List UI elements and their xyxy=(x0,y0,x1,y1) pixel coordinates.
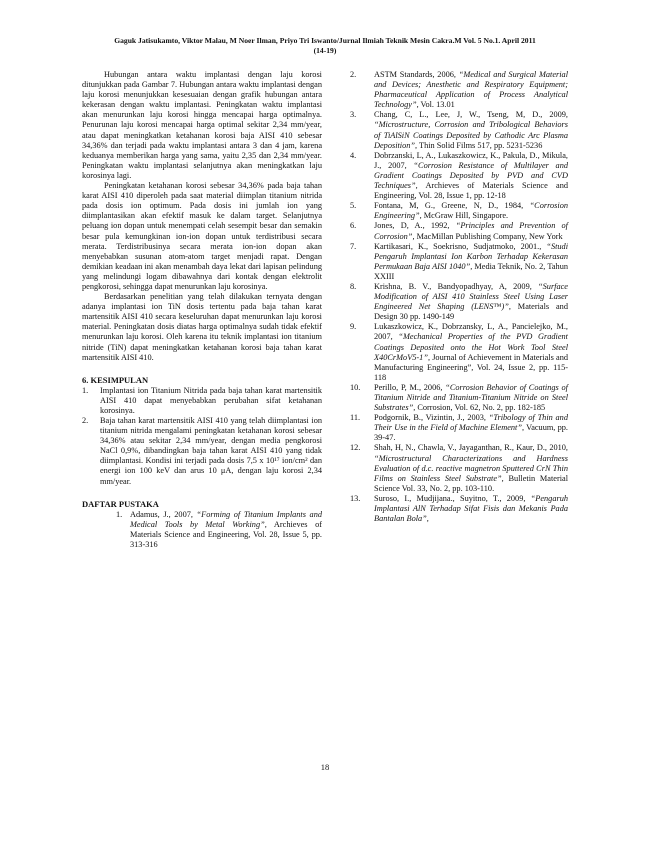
body-paragraph: Berdasarkan penelitian yang telah dilakukan ternyata dengan adanya implantasi ion TiN dosis tertentu pada baja tahan karat martensitik AISI 410 secara keseluruhan dapat menurunkan laju korosi material. Peningkatan dosis diatas harga optimalnya sudah tidak efektif menurunkan laju korosi. Oleh karena itu teknik implantasi ion titanium nitride (TiN) dapat meningkatkan ketahanan korosi baja tahan karat martensitik AISI 410. xyxy=(82,292,322,362)
reference-source: , Journal of Achievement in Materials and Manufacturing Engineering”, Vol. 24, Issue 2, pp. 115-118 xyxy=(374,352,568,382)
reference-source: , Thin Solid Films 517, pp. 5231-5236 xyxy=(415,140,543,150)
reference-number: 2. xyxy=(350,70,357,79)
reference-item xyxy=(346,201,568,221)
reference-number: 9. xyxy=(350,322,357,332)
list-number: 2. xyxy=(82,416,89,425)
reference-title: “Corrosion Resistance of Multilayer and Gradient Coatings Deposited by PVD and CVD Techniques” xyxy=(374,160,568,191)
reference-authors: Kartikasari, K., Soekrisno, Sudjatmoko, 2001., xyxy=(374,241,547,251)
reference-source: , Archieves of Materials Science and Engineering, Vol. 28, Issue 5, pp. 313-316 xyxy=(130,519,322,549)
reference-item xyxy=(346,282,568,322)
list-number: 1. xyxy=(82,385,89,395)
reference-source: , Bulletin Material Science Vol. 33, No. 2, pp. 103-110. xyxy=(374,473,569,493)
reference-title: “Forming of Titanium Implants and Medical Tools by Metal Working” xyxy=(130,509,322,529)
section-title-pustaka: DAFTAR PUSTAKA xyxy=(82,498,159,509)
reference-authors: Perillo, P, M., 2006, xyxy=(374,382,446,392)
reference-number: 10. xyxy=(350,382,361,392)
page-number: 18 xyxy=(320,762,330,772)
reference-number: 12. xyxy=(350,443,361,453)
reference-authors: Jones, D, A., 1992, xyxy=(374,221,456,231)
reference-authors: Adamus, J., 2007, xyxy=(130,509,197,519)
left-column xyxy=(82,70,322,550)
reference-number: 3. xyxy=(350,110,357,120)
reference-title: “Mechanical Properties of the PVD Gradient Coatings Deposited onto the Hot Work Tool Steel X40CrMoV5-1” xyxy=(374,332,568,362)
list-text: Baja tahan karat martensitik AISI 410 yang telah diimplantasi ion titanium nitrida mengalami peningkatan ketahanan korosi sebesar 34,36% atau sekitar 2,34 mm/year, dengan media pengkorosi NaCl 0,9%, dibandingkan baja tahan karat AISI 410 yang tidak diimplantasi. Kondisi ini terjadi pada dosis 7,5 x 10¹⁷ ion/cm² dan energi ion 100 keV dan arus 10 μA, dengan laju korosi 2,34 mm/year. xyxy=(100,416,322,486)
reference-item xyxy=(346,110,568,150)
reference-authors: Suroso, I., Mudjijana., Suyitno, T., 2009, xyxy=(374,493,531,503)
reference-authors: Chang, C, L., Lee, J, W., Tseng, M, D., 2009, xyxy=(374,110,568,120)
reference-source: , Archieves of Materials Science and Engineering, Vol. 28, Issue 1, pp. 12-18 xyxy=(374,181,568,201)
header-pages: (14-19) xyxy=(313,46,337,55)
reference-source: , Vol. 13.01 xyxy=(416,100,455,110)
reference-item xyxy=(346,70,568,110)
reference-number: 7. xyxy=(350,241,357,251)
reference-source: , Materials and Design 30 pp. 1490-149 xyxy=(374,302,568,322)
reference-item xyxy=(346,494,568,524)
reference-item xyxy=(346,443,568,493)
reference-item xyxy=(346,413,568,443)
reference-title: “Surface Modification of AISI 410 Stainless Steel Using Laser Engineered Net Shaping (LENS™)” xyxy=(374,281,568,312)
reference-number: 11. xyxy=(350,413,361,423)
reference-title: “Tribology of Thin and Their Use in the Field of Machine Element” xyxy=(374,413,568,433)
reference-item xyxy=(346,322,568,383)
reference-title: “Medical and Surgical Material and Devices; Anesthetic and Respiratory Equipment; Pharmaceutical Application of Process Analytical Technology” xyxy=(374,70,568,110)
reference-authors: ASTM Standards, 2006, xyxy=(374,70,459,79)
reference-source: , Vacuum, pp. 39-47. xyxy=(374,423,568,443)
reference-number: 13. xyxy=(350,493,361,503)
list-item xyxy=(82,416,322,487)
body-paragraph: Peningkatan ketahanan korosi sebesar 34,36% pada baja tahan karat AISI 410 diperoleh pada saat material diimplan titanium nitrida pada dosis ion optimum. Pada dosis ini jumlah ion yang diimplantasikan akan efektif masuk ke dalam target. Selanjutnya peluang ion dopan untuk menempati celah sesempit besar dan semakin besar pula kemungkinan ion-ion dopan untuk terdistribusi secara merata. Terdistribusinya secara merata ion-ion dopan akan menyebabkan susunan atom-atom target menjadi rapat. Dengan demikian keadaan ini akan menambah daya lekat dari lapisan pelindung yang melindungi logam dibawahnya dari kontak dengan elektrolit pengkorosi, sehingga dapat menurunkan laju korosinya. xyxy=(82,181,322,291)
reference-number: 5. xyxy=(350,201,357,211)
reference-title: “Corrosion Behavior of Coatings of Titanium Nitride and Titanium-Titanium Nitride on Steel Substrates” xyxy=(374,382,568,413)
reference-authors: Podgornik, B., Vizintin, J., 2003, xyxy=(374,413,489,423)
reference-source: , McGraw Hill, Singapore. xyxy=(419,211,509,221)
reference-authors: Krishna, B. V., Bandyopadhyay, A, 2009, xyxy=(374,281,539,291)
reference-authors: Shah, H, N., Chawla, V., Jayaganthan, R., Kaur, D., 2010, xyxy=(374,443,568,453)
reference-authors: Dobrzanski, L, A., Lukaszkowicz, K., Pakula, D., Mikula, J., 2007, xyxy=(374,150,568,170)
reference-item xyxy=(346,221,568,241)
reference-number: 1. xyxy=(116,509,123,519)
reference-item xyxy=(82,510,322,550)
reference-source: , xyxy=(426,514,429,524)
list-text: Implantasi ion Titanium Nitrida pada baja tahan karat martensitik AISI 410 dapat menyebabkan perubahan sifat ketahanan korosinya. xyxy=(100,385,322,415)
reference-item xyxy=(346,151,568,201)
kesimpulan-list xyxy=(82,386,322,487)
reference-number: 6. xyxy=(350,221,357,231)
reference-title: “Principles and Prevention of Corrosion” xyxy=(374,221,568,241)
reference-authors: Fontana, M, G., Greene, N, D., 1984, xyxy=(374,201,530,211)
reference-source: , Media Teknik, No. 2, Tahun XXIII xyxy=(374,261,568,281)
reference-source: , Corrosion, Vol. 62, No. 2, pp. 182-185 xyxy=(413,403,546,413)
reference-authors: Lukaszkowicz, K., Dobrzansky, L, A., Pancielejko, M., 2007, xyxy=(374,322,568,342)
reference-title: “Studi Pengaruh Implantasi Ion Karbon Terhadap Kekerasan Permukaan Baja AISI 1040” xyxy=(374,241,568,271)
right-column xyxy=(346,70,568,524)
reference-title: “Microstructural Characterizations and Hardness Evaluation of d.c. reactive magnetron Sputtered CrN Thin Films on Stainless Steel Substrate” xyxy=(374,453,568,483)
body-paragraph: Hubungan antara waktu implantasi dengan laju korosi ditunjukkan pada Gambar 7. Hubungan antara waktu implantasi dengan laju korosi menunjukkan kesesuaian dengan grafik hubungan antara kekerasan dengan waktu implantasi. Peningkatan waktu implantasi akan menurunkan laju korosi hingga mencapai harga optimalnya. Penurunan laju korosi mencapai harga optimal sekitar 2,34 mm/year, atau dapat meningkatkan ketahanan korosi baja AISI 410 sebesar 34,36% dan terjadi pada waktu implantasi antara 3 dan 4 jam, karena keduanya memberikan harga yang sama, yaitu 2,35 dan 2,34 mm/year. Peningkatan waktu implantasi selanjutnya akan meningkatkan laju korosinya lagi. xyxy=(82,70,322,180)
reference-number: 4. xyxy=(350,150,357,160)
reference-title: “Corrosion Engineering” xyxy=(374,201,568,221)
reference-list xyxy=(82,510,322,550)
section-title-kesimpulan: 6. KESIMPULAN xyxy=(82,374,149,385)
list-item xyxy=(82,386,322,416)
reference-title: “Pengaruh Implantasi AlN Terhadap Sifat Fisis dan Mekanis Pada Bantalan Bola” xyxy=(374,493,568,524)
reference-source: , MacMillan Publishing Company, New York xyxy=(412,231,563,241)
header-citation: Gaguk Jatisukamto, Viktor Malau, M Noer Ilman, Priyo Tri Iswanto/Jurnal Ilmiah Teknik Mesin Cakra.M Vol. 5 No.1. April 2011 xyxy=(114,36,536,45)
reference-number: 8. xyxy=(350,281,357,291)
running-header xyxy=(60,36,590,56)
reference-item xyxy=(346,383,568,413)
reference-item xyxy=(346,242,568,282)
reference-title: “Microstructure, Corrosion and Tribological Behaviors of TiAlSiN Coatings Deposited by Cathodic Arc Plasma Deposition” xyxy=(374,120,568,150)
reference-list xyxy=(346,70,568,524)
